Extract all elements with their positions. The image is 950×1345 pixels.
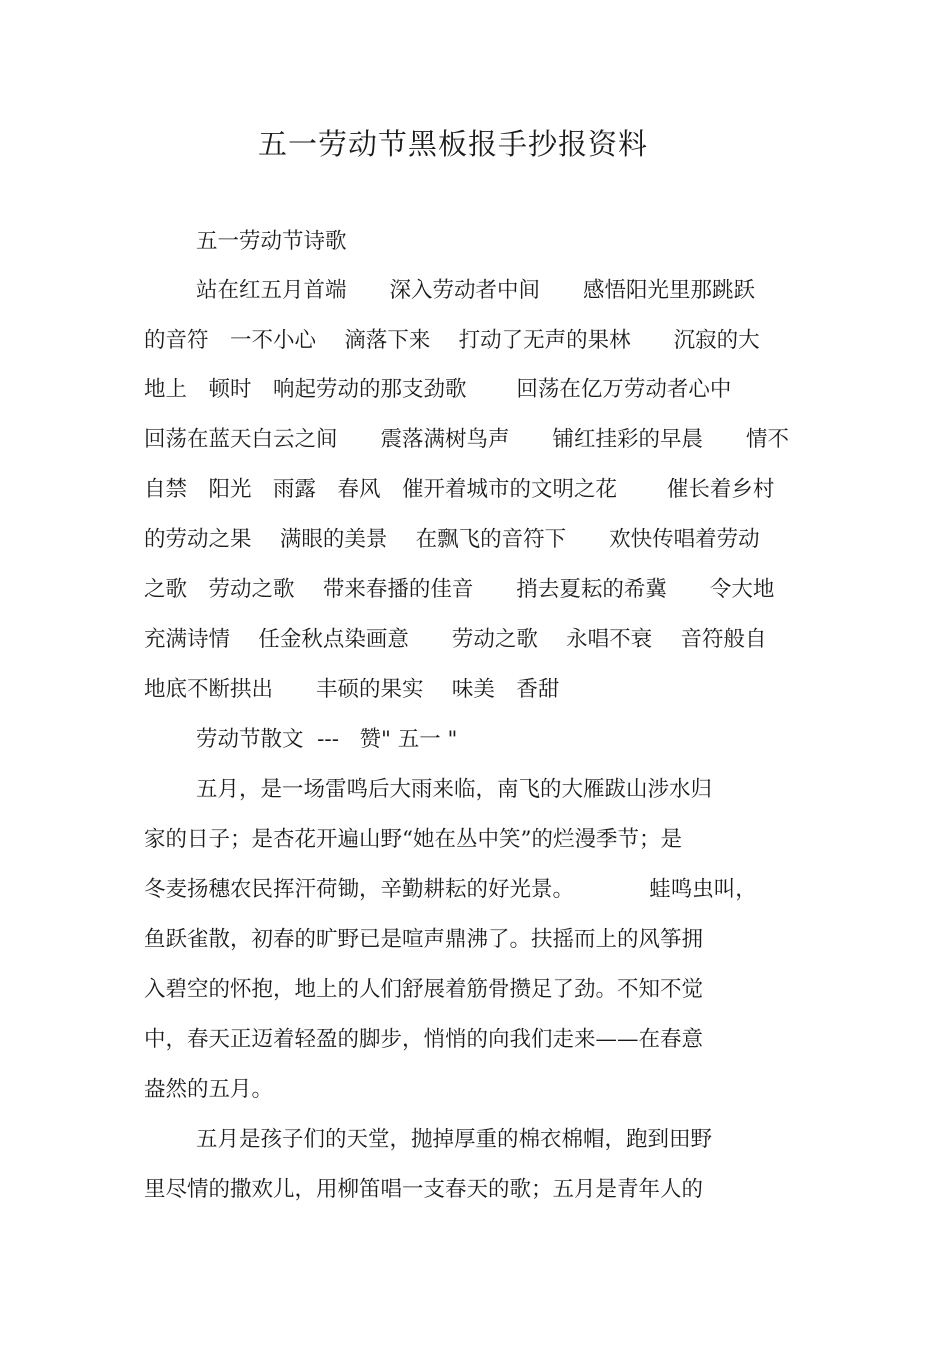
section-heading-poem: 五一劳动节诗歌 <box>196 229 347 254</box>
paragraph-line: 地底不断拱出 丰硕的果实 味美 香甜 <box>144 677 560 702</box>
paragraph-line: 的劳动之果 满眼的美景 在飘飞的音符下 欢快传唱着劳动 <box>144 527 760 552</box>
paragraph-line: 里尽情的撒欢儿，用柳笛唱一支春天的歌；五月是青年人的 <box>144 1177 704 1202</box>
paragraph-line: 冬麦扬穗农民挥汗荷锄，辛勤耕耘的好光景。 蛙鸣虫叫， <box>144 877 757 902</box>
paragraph-line: 回荡在蓝天白云之间 震落满树鸟声 铺红挂彩的早晨 情不 <box>144 427 790 452</box>
document-title: 五一劳动节黑板报手抄报资料 <box>257 127 648 161</box>
paragraph-line: 的音符 一不小心 滴落下来 打动了无声的果林 沉寂的大 <box>144 328 760 353</box>
paragraph-line: 地上 顿时 响起劳动的那支劲歌 回荡在亿万劳动者心中 <box>144 377 732 402</box>
paragraph-line: 五月是孩子们的天堂，抛掉厚重的棉衣棉帽，跑到田野 <box>196 1127 713 1152</box>
paragraph-line: 中，春天正迈着轻盈的脚步，悄悄的向我们走来——在春意 <box>144 1027 704 1052</box>
paragraph-line: 自禁 阳光 雨露 春风 催开着城市的文明之花 催长着乡村 <box>144 477 775 502</box>
paragraph-line: 入碧空的怀抱，地上的人们舒展着筋骨攒足了劲。不知不觉 <box>144 977 704 1002</box>
paragraph-line: 家的日子；是杏花开遍山野“她在丛中笑”的烂漫季节；是 <box>144 827 682 852</box>
section-heading-essay: 劳动节散文 --- 赞" 五一 " <box>196 727 458 752</box>
paragraph-line: 五月，是一场雷鸣后大雨来临，南飞的大雁跋山涉水归 <box>196 777 713 802</box>
paragraph-line: 之歌 劳动之歌 带来春播的佳音 捎去夏耘的希冀 令大地 <box>144 577 775 602</box>
paragraph-line: 站在红五月首端 深入劳动者中间 感悟阳光里那跳跃 <box>196 278 756 303</box>
paragraph-line: 盎然的五月。 <box>144 1077 274 1102</box>
paragraph-line: 充满诗情 任金秋点染画意 劳动之歌 永唱不衰 音符般自 <box>144 627 767 652</box>
paragraph-line: 鱼跃雀散，初春的旷野已是喧声鼎沸了。扶摇而上的风筝拥 <box>144 927 704 952</box>
